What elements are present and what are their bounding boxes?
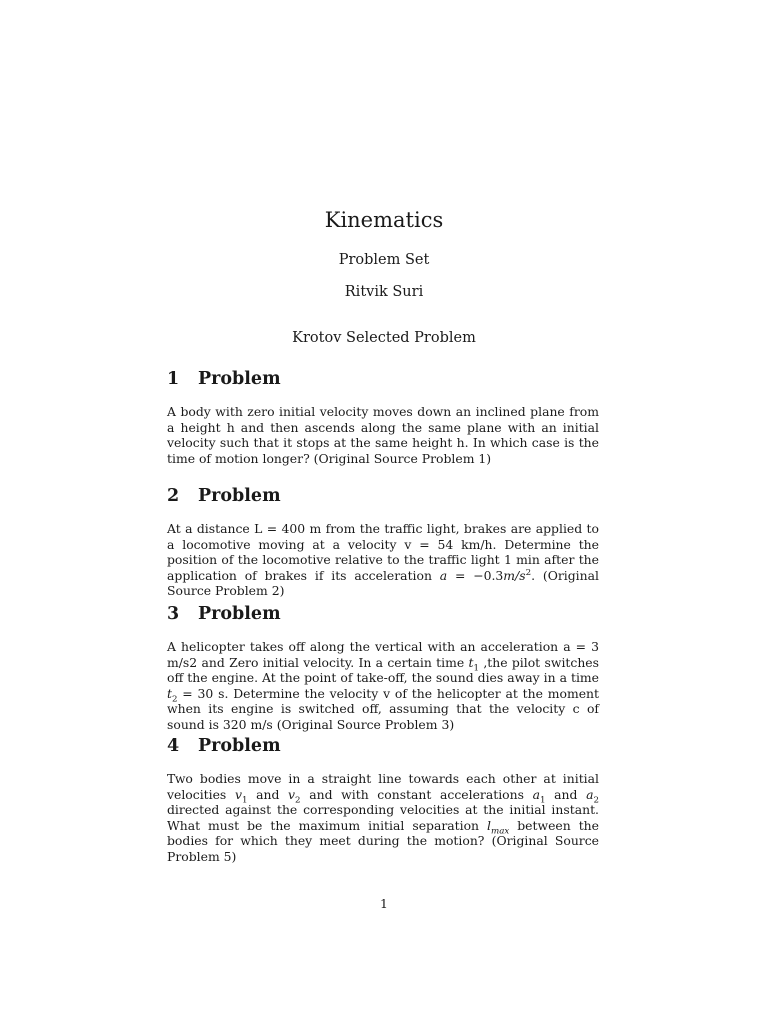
- document-author: Ritvik Suri: [344, 284, 424, 300]
- section-text: A helicopter takes off along the vertical with an acceleration a = 3 m/s2 and Zero initial velocity. In a certain time $t_1$ ,the pilot switches off the engine. At the point of take-off, the sound dies away in a time $t_2 = 30$ s. Determine the velocity v of the helicopter at the moment when its engine is switched off, assuming that the velocity c of sound is 320 m/s (Original Source Problem 3): [167, 639, 599, 732]
- section-number: 1: [167, 369, 180, 389]
- section-number: 3: [167, 604, 180, 624]
- document-title: Kinematics: [324, 208, 444, 232]
- page-number: 1: [380, 896, 388, 911]
- section-heading: [167, 484, 599, 508]
- section-text: A body with zero initial velocity moves down an inclined plane from a height h and then ascends along the same plane with an initial velocity such that it stops at the same height h. In which case is the time of motion longer? (Original Source Problem 1): [167, 404, 599, 466]
- section-3: [167, 602, 599, 733]
- section-1: [167, 367, 599, 466]
- section-title: Problem: [198, 369, 281, 389]
- section-title: Problem: [198, 486, 281, 506]
- document-note: Krotov Selected Problem: [292, 330, 476, 346]
- section-number: 2: [167, 486, 180, 506]
- document-subtitle: Problem Set: [338, 252, 430, 268]
- section-4: [167, 734, 599, 865]
- section-heading: [167, 367, 599, 391]
- section-number: 4: [167, 736, 180, 756]
- section-2: [167, 484, 599, 599]
- section-text: At a distance L = 400 m from the traffic light, brakes are applied to a locomotive moving at a velocity v = 54 km/h. Determine the position of the locomotive relative to the traffic light 1 min after the application of brakes if its acceleration $a = -0.3m/s^2$. (Original Source Problem 2): [167, 521, 599, 599]
- section-heading: [167, 734, 599, 758]
- section-text: Two bodies move in a straight line towards each other at initial velocities $v_1$ and $v_2$ and with constant accelerations $a_1$ and $a_2$ directed against the corresponding velocities at the initial instant. What must be the maximum initial separation $l_{max}$ between the bodies for which they meet during the motion? (Original Source Problem 5): [167, 771, 600, 864]
- section-title: Problem: [198, 736, 281, 756]
- section-title: Problem: [198, 604, 281, 624]
- section-heading: [167, 602, 599, 626]
